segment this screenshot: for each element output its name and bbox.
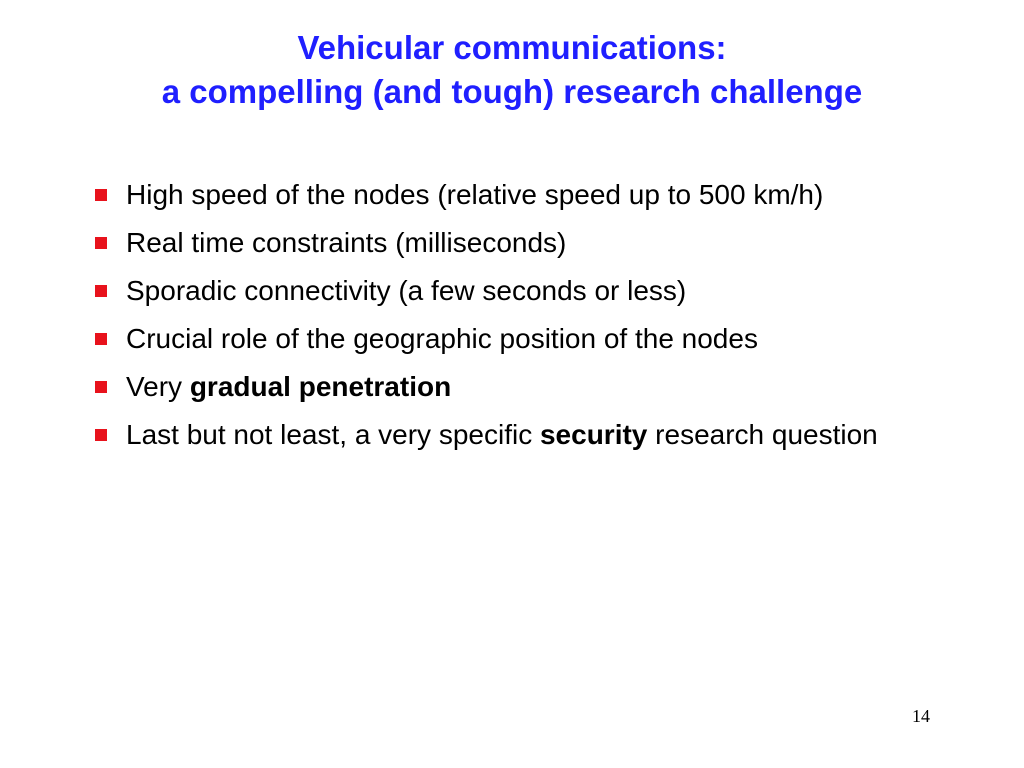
bullet-text-prefix: Very bbox=[126, 371, 190, 402]
slide-title bbox=[0, 26, 1024, 114]
title-line-1: Vehicular communications: bbox=[297, 29, 727, 66]
bullet-text: Crucial role of the geographic position of the nodes bbox=[126, 323, 758, 354]
bullet-text-emphasis: gradual penetration bbox=[189, 371, 452, 402]
square-bullet-icon bbox=[95, 285, 107, 297]
bullet-text: High speed of the nodes (relative speed up to 500 km/h) bbox=[126, 179, 824, 210]
bullet-text-suffix: research question bbox=[647, 419, 878, 450]
title-line-2: a compelling (and tough) research challenge bbox=[161, 73, 863, 110]
bullet-item bbox=[92, 416, 922, 453]
page-number: 14 bbox=[912, 706, 930, 726]
square-bullet-icon bbox=[95, 333, 107, 345]
bullet-text: Real time constraints (milliseconds) bbox=[126, 227, 567, 258]
bullet-list bbox=[92, 176, 922, 464]
square-bullet-icon bbox=[95, 189, 107, 201]
bullet-item bbox=[92, 320, 922, 357]
bullet-text: Sporadic connectivity (a few seconds or less) bbox=[126, 275, 687, 306]
square-bullet-icon bbox=[95, 381, 107, 393]
square-bullet-icon bbox=[95, 237, 107, 249]
bullet-item bbox=[92, 224, 922, 261]
bullet-text-emphasis: security bbox=[539, 419, 648, 450]
square-bullet-icon bbox=[95, 429, 107, 441]
bullet-item bbox=[92, 368, 922, 405]
bullet-item bbox=[92, 272, 922, 309]
bullet-item bbox=[92, 176, 922, 213]
bullet-text-prefix: Last but not least, a very specific bbox=[126, 419, 540, 450]
